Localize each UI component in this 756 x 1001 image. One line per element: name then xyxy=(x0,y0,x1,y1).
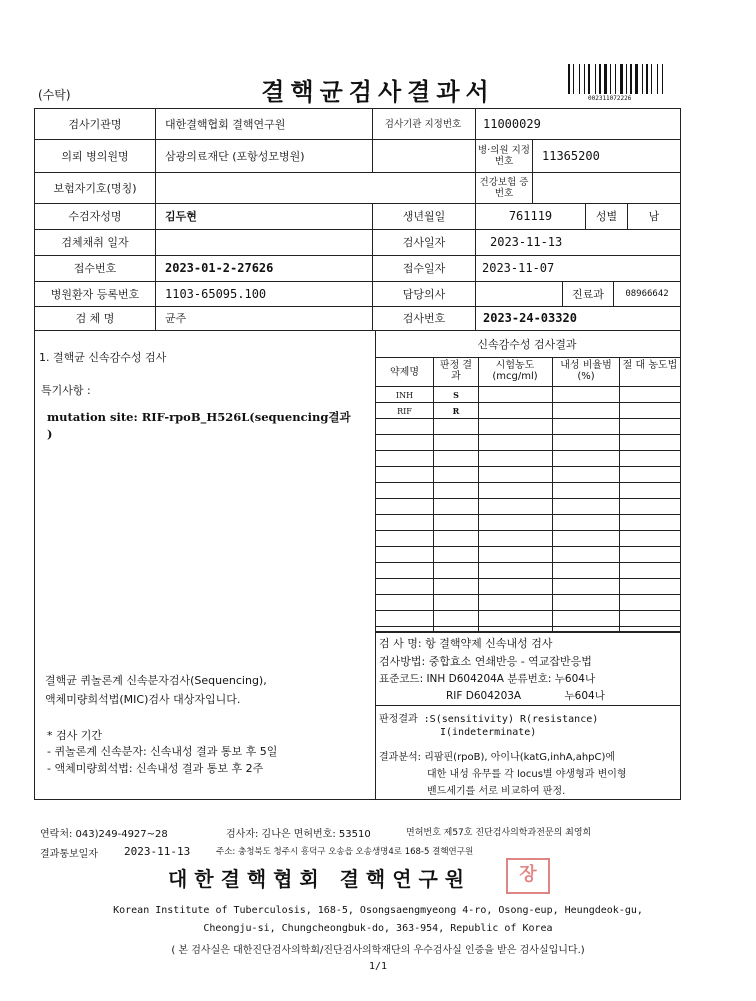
test-date-value: 2023-11-13 xyxy=(490,235,563,249)
row-1-drug: INH xyxy=(395,390,414,400)
collect-label: 검체채취 일자 xyxy=(61,236,129,249)
receive-label: (수탁) xyxy=(38,88,71,102)
doctor-value xyxy=(483,281,561,306)
mutation-line-1: mutation site: RIF-rpoB_H526L(sequencing결과 xyxy=(47,410,351,424)
header-proportion: 내성 비율범(%) xyxy=(560,360,612,382)
header-result: 판정 결과 xyxy=(439,360,473,382)
judgement-line-2: I(indeterminate) xyxy=(440,727,537,738)
health-id-label: 건강보험 증번호 xyxy=(479,176,529,199)
method-test-name: 검 사 명: 항 결핵약제 신속내성 검사 xyxy=(379,637,553,650)
hospital-label: 의뢰 병의원명 xyxy=(61,149,129,163)
org-name: 대 한 결 핵 협 회 결 핵 연 구 원 xyxy=(168,867,465,891)
note-line-2: 액체미량희석법(MIC)검사 대상자입니다. xyxy=(45,693,241,706)
row-2-result: R xyxy=(452,406,460,416)
report-date-label: 결과통보일자 xyxy=(40,849,98,860)
insurance-label: 보험자기호(명칭) xyxy=(53,181,137,195)
period-line-2: - 액체미량희석법: 신속내성 결과 통보 후 2주 xyxy=(47,762,264,775)
barcode-number: 002311072226 xyxy=(588,95,632,102)
certification-note: ( 본 검사실은 대한진단검사의학회/진단검사의학재단의 우수검사실 인증을 받은 검사실입니다.) xyxy=(171,945,585,956)
examiner: 검사자: 김나은 면허번호: 53510 xyxy=(226,829,371,840)
license-info: 면허번호 제57호 진단검사의학과전문의 최영희 xyxy=(406,828,592,838)
row-2-drug: RIF xyxy=(397,406,412,416)
barcode xyxy=(568,62,678,94)
hospital-code-value: 11365200 xyxy=(542,148,600,163)
analysis-line-3: 밴드세기를 서로 비교하여 판정. xyxy=(427,786,566,797)
contact: 연락처: 043)249-4927~28 xyxy=(40,829,168,840)
method-test-method: 검사방법: 중합효소 연쇄반응 - 역교잡반응법 xyxy=(379,655,592,668)
insurance-value xyxy=(165,172,465,203)
section-title: 1. 결핵균 신속감수성 검사 xyxy=(39,351,167,364)
dept-value: 08966642 xyxy=(625,288,669,299)
method-code-line-2: RIF D604203A 누604나 xyxy=(446,690,605,702)
test-date-label: 검사일자 xyxy=(402,236,446,249)
test-no-value: 2023-24-03320 xyxy=(483,311,577,325)
accession-label: 접수번호 xyxy=(73,262,117,275)
header-absolute: 절 대 농도법 xyxy=(622,360,678,371)
specimen-label: 검 체 명 xyxy=(75,312,115,325)
patient-label: 수검자성명 xyxy=(68,210,122,223)
dept-label: 진료과 xyxy=(572,287,604,301)
institution-label: 검사기관명 xyxy=(68,118,122,131)
official-seal: 장 xyxy=(506,858,550,894)
collect-value xyxy=(165,229,365,255)
header-drug: 약제명 xyxy=(390,367,419,378)
health-id-value xyxy=(542,172,672,203)
institution-value: 대한결핵협회 결핵연구원 xyxy=(165,118,286,131)
address: 주소: 충청북도 청주시 흥덕구 오송읍 오송생명4로 168-5 결핵연구원 xyxy=(216,847,474,857)
analysis-line-1: 결과분석: 리팜핀(rpoB), 아이나(katG,inhA,ahpC)에 xyxy=(379,752,616,763)
patient-reg-label: 병원환자 등록번호 xyxy=(50,287,140,301)
accession-value: 2023-01-2-27626 xyxy=(165,261,274,275)
english-address-line-1: Korean Institute of Tuberculosis, 168-5, Osongsaengmyeong 4-ro, Osong-eup, Heungdeok-gu, xyxy=(113,905,643,916)
judgement-line-1: 판정결과 :S(sensitivity) R(resistance) xyxy=(379,714,599,725)
sex-value: 남 xyxy=(648,210,660,223)
receipt-date-label: 접수일자 xyxy=(402,262,446,275)
remarks-label: 특기사항 : xyxy=(41,384,91,397)
doctor-label: 담당의사 xyxy=(402,287,446,301)
results-title-box xyxy=(375,330,679,358)
results-title: 신속감수성 검사결과 xyxy=(477,338,577,351)
institution-code-value: 11000029 xyxy=(483,117,541,131)
period-title: * 검사 기간 xyxy=(47,729,102,742)
report-date-value: 2023-11-13 xyxy=(124,845,191,858)
document-title: 결핵균검사결과서 xyxy=(261,77,495,106)
hospital-value: 삼광의료재단 (포항성모병원) xyxy=(165,149,305,163)
specimen-value: 균주 xyxy=(165,312,187,325)
sex-label: 성별 xyxy=(595,210,618,223)
english-address-line-2: Cheongju-si, Chungcheongbuk-do, 363-954, Republic of Korea xyxy=(203,923,553,934)
receipt-date-value: 2023-11-07 xyxy=(482,261,555,275)
institution-code-label: 검사기관 지정번호 xyxy=(384,118,462,130)
hospital-code-label: 병·의원 지정번호 xyxy=(478,144,530,167)
period-line-1: - 퀴놀론계 신속분자: 신속내성 결과 통보 후 5일 xyxy=(47,745,278,758)
patient-reg-value: 1103-65095.100 xyxy=(165,286,267,301)
row-1-result: S xyxy=(453,390,459,400)
method-box xyxy=(375,631,680,799)
analysis-line-2: 대한 내성 유무를 각 locus별 야생형과 변이형 xyxy=(427,769,627,780)
method-code-line-1: 표준코드: INH D604204A 분류번호: 누604나 xyxy=(379,673,596,685)
results-table xyxy=(375,357,680,633)
birth-value: 761119 xyxy=(508,209,553,223)
page-number: 1/1 xyxy=(368,961,388,972)
birth-label: 생년월일 xyxy=(402,210,446,223)
patient-value: 김두현 xyxy=(165,210,197,223)
mutation-line-2: ) xyxy=(47,427,53,441)
test-no-label: 검사번호 xyxy=(402,312,446,325)
header-concentration: 시험농도 (mcg/ml) xyxy=(492,360,538,382)
note-line-1: 결핵균 퀴놀론계 신속분자검사(Sequencing), xyxy=(45,674,267,687)
result-form xyxy=(34,108,681,800)
